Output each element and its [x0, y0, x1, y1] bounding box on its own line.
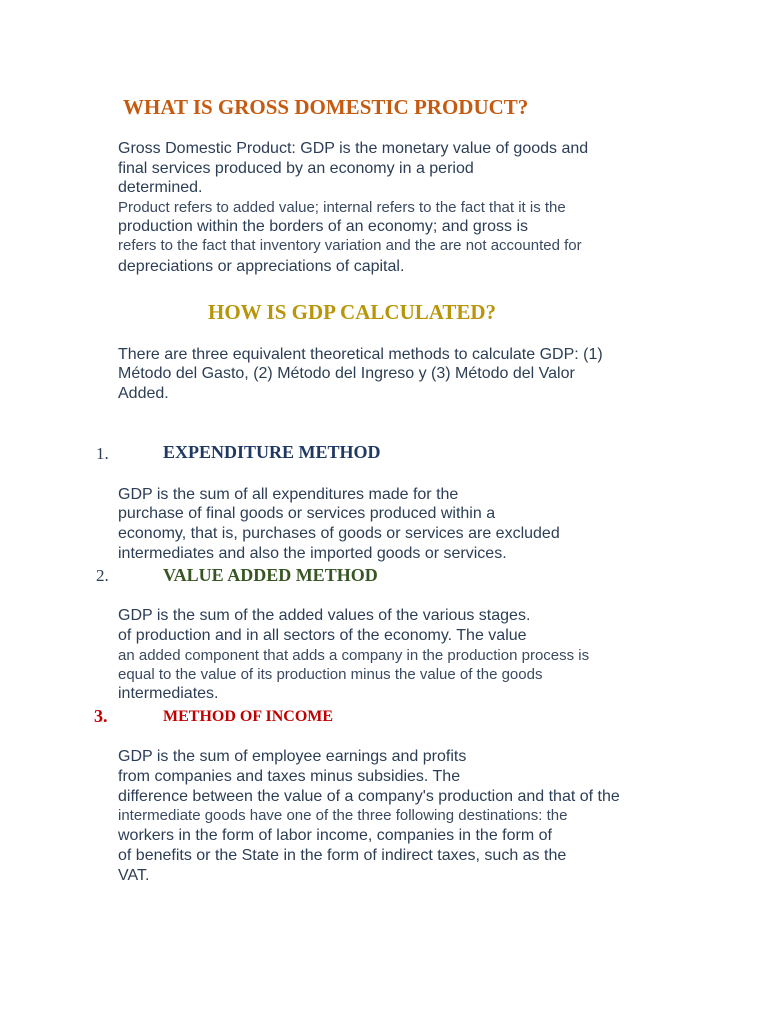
paragraph-line: GDP is the sum of employee earnings and profits — [118, 748, 467, 765]
paragraph-line: difference between the value of a company's production and that of the — [118, 788, 620, 805]
paragraph-line: an added component that adds a company in the production process is — [118, 647, 590, 664]
paragraph-line: There are three equivalent theoretical methods to calculate GDP: (1) — [118, 346, 603, 363]
paragraph-line: production within the borders of an economy; and gross is — [118, 218, 529, 235]
paragraph-line: VAT. — [118, 867, 150, 884]
paragraph-line: refers to the fact that inventory variation and the are not accounted for — [118, 237, 582, 254]
paragraph-line: workers in the form of labor income, companies in the form of — [118, 827, 552, 844]
paragraph-line: Método del Gasto, (2) Método del Ingreso y (3) Método del Valor — [118, 365, 575, 382]
paragraph-line: equal to the value of its production minus the value of the goods — [118, 666, 543, 683]
section-title-how-calculated: HOW IS GDP CALCULATED? — [208, 300, 497, 324]
list-number: 3. — [94, 706, 108, 726]
paragraph-line: of benefits or the State in the form of indirect taxes, such as the — [118, 847, 567, 864]
paragraph-line: Gross Domestic Product: GDP is the monetary value of goods and — [118, 140, 589, 157]
list-number: 1. — [96, 444, 109, 463]
paragraph-line: GDP is the sum of all expenditures made for the — [118, 486, 459, 503]
method-title: EXPENDITURE METHOD — [163, 442, 381, 462]
method-title: VALUE ADDED METHOD — [163, 565, 378, 585]
paragraph-line: intermediates. — [118, 685, 219, 702]
method-title: METHOD OF INCOME — [163, 708, 334, 725]
paragraph-line: from companies and taxes minus subsidies. The — [118, 768, 461, 785]
paragraph-line: depreciations or appreciations of capital. — [118, 258, 405, 275]
paragraph-line: purchase of final goods or services produced within a — [118, 505, 496, 522]
paragraph-line: final services produced by an economy in a period — [118, 160, 474, 177]
list-number: 2. — [96, 566, 109, 585]
paragraph-line: Product refers to added value; internal refers to the fact that it is the — [118, 199, 566, 216]
paragraph-line: Added. — [118, 385, 169, 402]
section-title-what-is-gdp: WHAT IS GROSS DOMESTIC PRODUCT? — [123, 95, 529, 119]
paragraph-line: determined. — [118, 179, 203, 196]
paragraph-line: GDP is the sum of the added values of the various stages. — [118, 607, 531, 624]
paragraph-line: economy, that is, purchases of goods or services are excluded — [118, 525, 560, 542]
paragraph-line: of production and in all sectors of the economy. The value — [118, 627, 527, 644]
paragraph-line: intermediates and also the imported goods or services. — [118, 545, 507, 562]
paragraph-line: intermediate goods have one of the three following destinations: the — [118, 807, 568, 824]
